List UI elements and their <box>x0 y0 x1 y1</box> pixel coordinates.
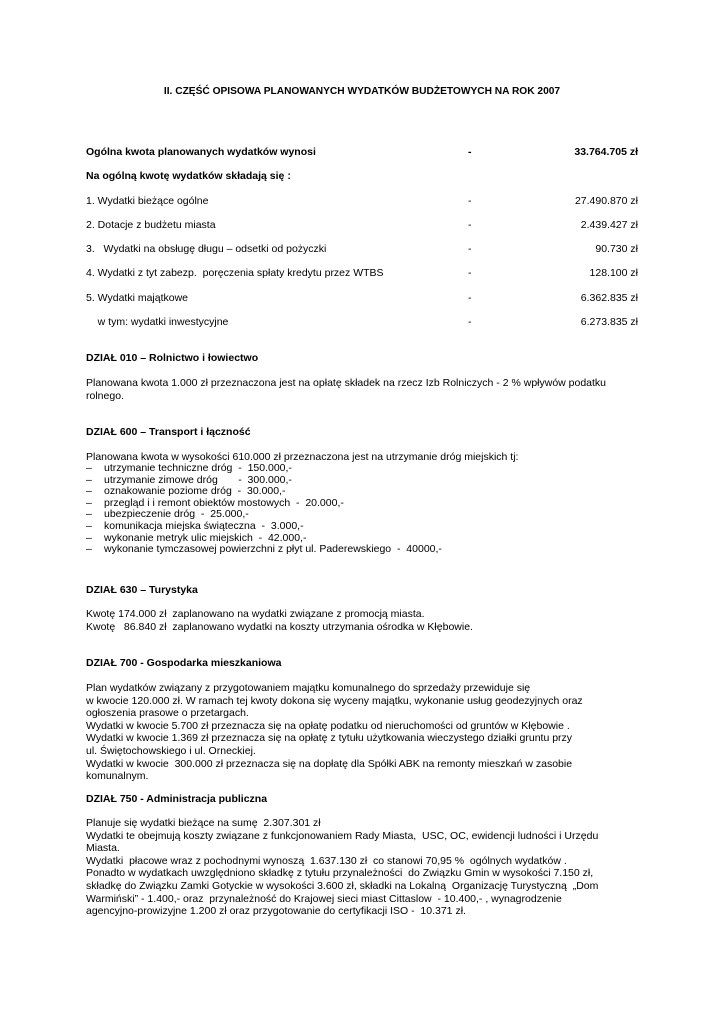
summary-row-label: 4. Wydatki z tyt zabezp. poręczenia spłaty kredytu przez WTBS <box>86 267 384 279</box>
summary-row-amount: 6.362.835 zł <box>580 292 638 304</box>
summary-row-label: 3. Wydatki na obsługę długu – odsetki od pożyczki <box>86 243 327 255</box>
list-item <box>86 544 442 556</box>
list-item-text: utrzymanie techniczne dróg - 150.000,- <box>104 462 292 474</box>
list-item-text: wykonanie metryk ulic miejskich - 42.000,- <box>104 531 307 544</box>
text-line: agencyjno-prowizyjne 1.200 zł oraz przygotowanie do certyfikacji ISO - 10.371 zł. <box>86 905 466 918</box>
summary-row-amount: 6.273.835 zł <box>580 316 638 328</box>
text-line: ul. Świętochowskiego i ul. Orneckiej. <box>86 744 256 757</box>
list-item-text: przegląd i i remont obiektów mostowych - 20.000,- <box>104 496 344 509</box>
text-line: Planowana kwota 1.000 zł przeznaczona jest na opłatę składek na rzecz Izb Rolniczych - 2 % wpływów podatku <box>86 377 607 389</box>
summary-row <box>86 195 638 209</box>
text-line: Wydatki w kwocie 300.000 zł przeznacza się na dopłatę dla Spółki ABK na remonty mieszkań w zasobie <box>86 757 573 770</box>
text-line: Warmiński” - 1.400,- oraz przynależność do Krajowej sieci miast Cittaslow - 10.400,- , wynagrodzenie <box>86 892 562 905</box>
text-line: Kwotę 174.000 zł zaplanowano na wydatki związane z promocją miasta. <box>86 608 425 620</box>
section-text-750 <box>86 817 642 918</box>
total-dash: - <box>468 146 472 158</box>
section-heading-600: DZIAŁ 600 – Transport i łączność <box>86 426 251 438</box>
summary-row-label: w tym: wydatki inwestycyjne <box>86 316 229 328</box>
summary-row <box>86 316 638 330</box>
text-line: składkę do Związku Zamki Gotyckie w wysokości 3.600 zł, składki na Lokalną Organizację Turystyczną „Dom <box>86 879 599 892</box>
text-line: rolnego. <box>86 389 124 402</box>
dash-bullet: – <box>86 508 92 521</box>
text-line: w kwocie 120.000 zł. W ramach tej kwoty dokona się wyceny majątku, wykonanie usług geodezyjnych oraz <box>86 694 583 707</box>
text-line: Wydatki w kwocie 5.700 zł przeznacza się na opłatę podatku od nieruchomości od gruntów w Kłębowie . <box>86 719 570 732</box>
section-heading-630: DZIAŁ 630 – Turystyka <box>86 584 198 596</box>
expense-list-600 <box>86 463 442 556</box>
text-line: Wydatki te obejmują koszty związane z funkcjonowaniem Rady Miasta, USC, OC, ewidencji ludności i Urzędu <box>86 829 599 842</box>
list-item-text: wykonanie tymczasowej powierzchni z płyt ul. Paderewskiego - 40000,- <box>104 543 442 556</box>
list-item-text: komunikacja miejska świątecznа - 3.000,- <box>104 519 304 532</box>
summary-row-dash: - <box>468 219 472 231</box>
dash-bullet: – <box>86 519 92 532</box>
text-line: Miasta. <box>86 842 120 855</box>
section-text-630 <box>86 608 642 633</box>
summary-row-amount: 90.730 zł <box>595 243 638 255</box>
dash-bullet: – <box>86 462 92 474</box>
dash-bullet: – <box>86 485 92 498</box>
text-line: Wydatki w kwocie 1.369 zł przeznacza się na opłatę z tytułu użytkowania wieczystego działki gruntu przy <box>86 732 573 745</box>
summary-row-label: 2. Dotacje z budżetu miasta <box>86 219 216 231</box>
summary-row-amount: 27.490.870 zł <box>574 195 638 207</box>
section-text-010 <box>86 377 642 402</box>
list-item-text: oznakowanie poziome dróg - 30.000,- <box>104 485 286 498</box>
summary-row-label: 5. Wydatki majątkowe <box>86 292 189 304</box>
composed-row <box>86 170 638 184</box>
summary-row <box>86 243 638 257</box>
total-label: Ogólna kwota planowanych wydatków wynosi <box>86 146 316 158</box>
dash-bullet: – <box>86 531 92 544</box>
summary-row-dash: - <box>468 292 472 304</box>
total-amount: 33.764.705 zł <box>574 146 638 158</box>
text-line: komunalnym. <box>86 770 149 783</box>
summary-row-dash: - <box>468 267 472 279</box>
section-heading-700: DZIAŁ 700 - Gospodarka mieszkaniowa <box>86 657 282 669</box>
text-line: Planowana kwota w wysokości 610.000 zł przeznaczona jest na utrzymanie dróg miejskich tj: <box>86 451 519 463</box>
text-line: Wydatki płacowe wraz z pochodnymi wynoszą 1.637.130 zł co stanowi 70,95 % ogólnych wydatków . <box>86 854 567 867</box>
dash-bullet: – <box>86 543 92 556</box>
list-item-text: utrzymanie zimowe dróg - 300.000,- <box>104 473 292 486</box>
dash-bullet: – <box>86 496 92 509</box>
text-line: Planuje się wydatki bieżące na sumę 2.307.301 zł <box>86 817 321 829</box>
dash-bullet: – <box>86 473 92 486</box>
summary-row <box>86 292 638 306</box>
total-row <box>86 146 638 160</box>
summary-row-dash: - <box>468 316 472 328</box>
text-line: Plan wydatków związany z przygotowaniem majątku komunalnego do sprzedaży przewiduje się <box>86 682 531 694</box>
section-text-700 <box>86 682 642 783</box>
summary-row-dash: - <box>468 195 472 207</box>
summary-row-amount: 128.100 zł <box>589 267 638 279</box>
text-line: ogłoszenia prasowe o przetargach. <box>86 707 249 720</box>
summary-row-amount: 2.439.427 zł <box>580 219 638 231</box>
summary-row-dash: - <box>468 243 472 255</box>
document-title: II. CZĘŚĆ OPISOWA PLANOWANYCH WYDATKÓW BUDŻETOWYCH NA ROK 2007 <box>163 86 561 97</box>
summary-row <box>86 219 638 233</box>
text-line: Ponadto w wydatkach uwzględniono składkę z tytułu przynależności do Związku Gmin w wysokości 7.150 zł, <box>86 867 594 880</box>
section-heading-010: DZIAŁ 010 – Rolnictwo i łowiectwo <box>86 352 259 364</box>
composed-label: Na ogólną kwotę wydatków składają się : <box>86 170 291 182</box>
summary-row-label: 1. Wydatki bieżące ogólne <box>86 195 209 207</box>
section-heading-750: DZIAŁ 750 - Administracja publiczna <box>86 793 268 805</box>
list-item-text: ubezpieczenie dróg - 25.000,- <box>104 508 249 521</box>
summary-row <box>86 267 638 281</box>
text-line: Kwotę 86.840 zł zaplanowano wydatki na koszty utrzymania ośrodka w Kłębowie. <box>86 620 473 633</box>
